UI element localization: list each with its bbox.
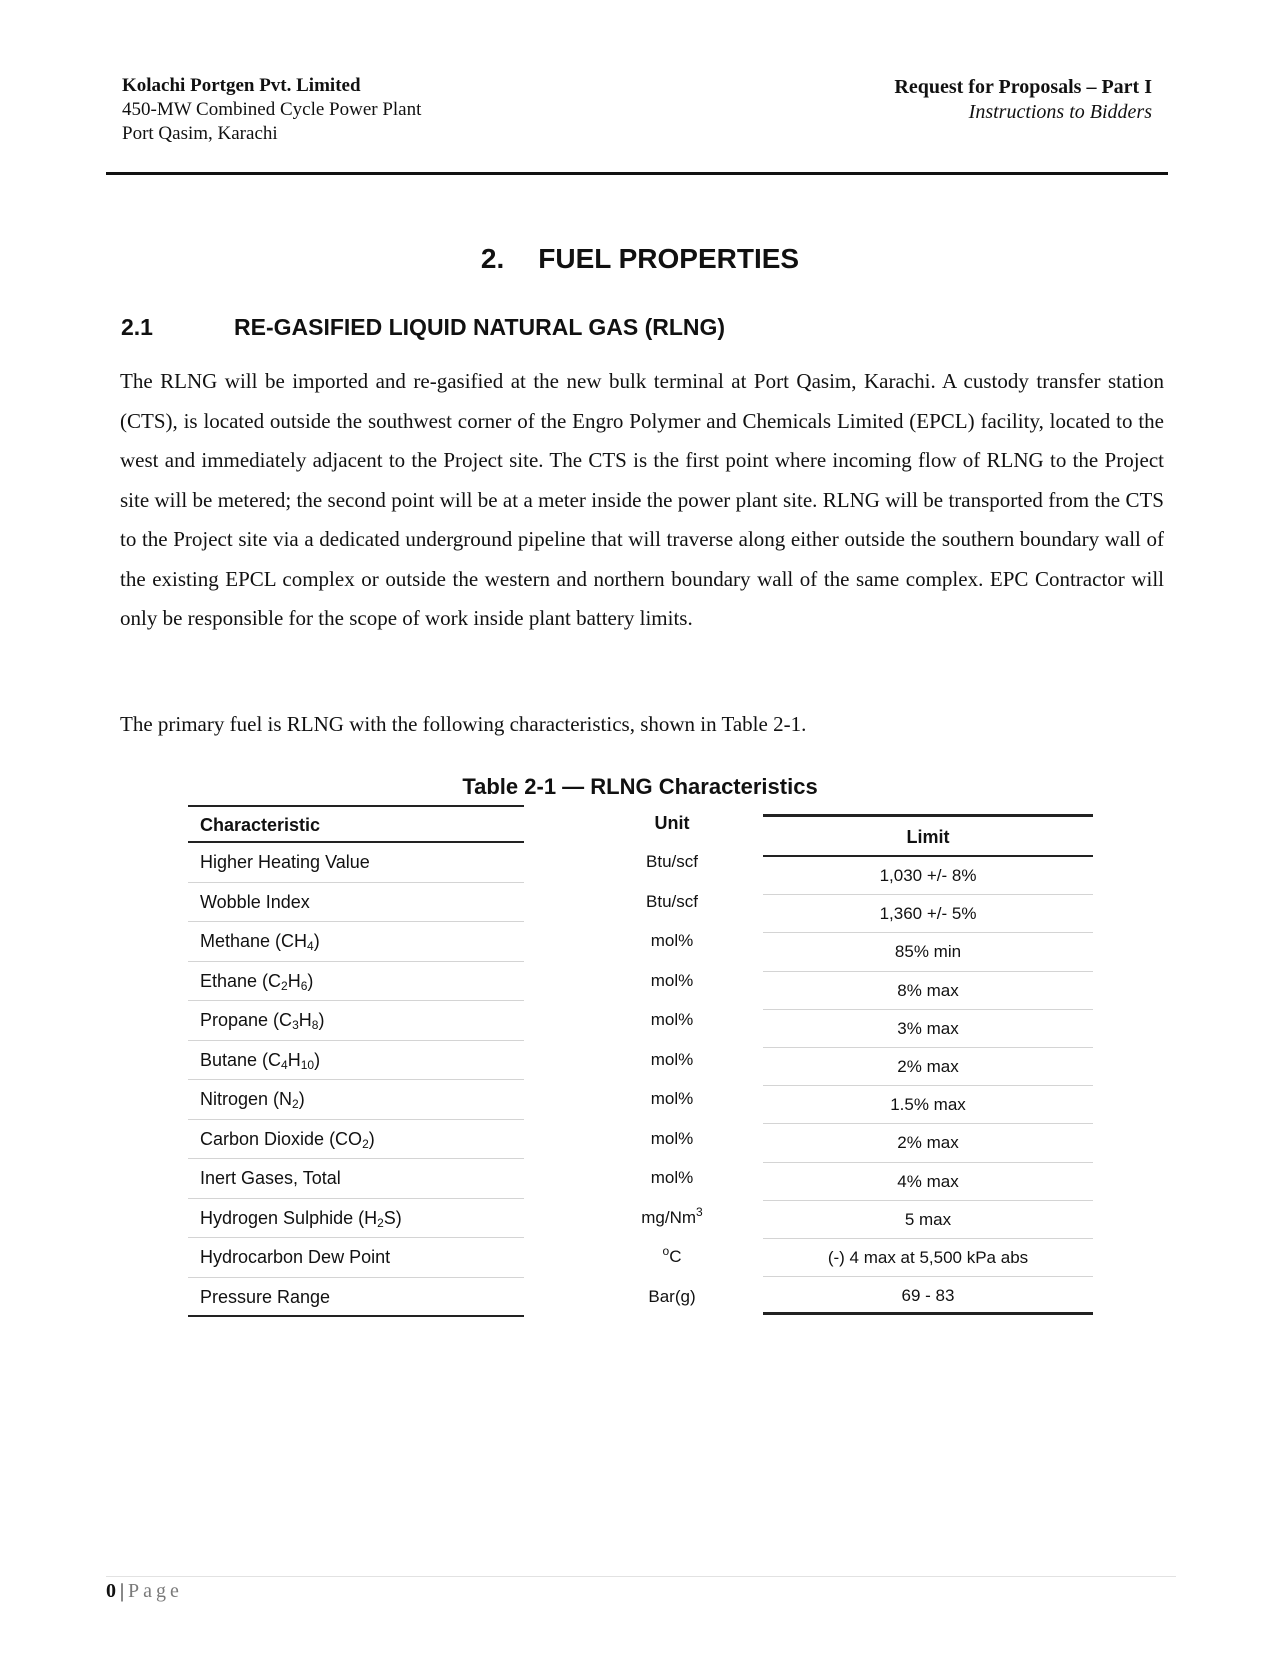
table-caption: Table 2-1 — RLNG Characteristics [462,774,818,799]
page-number: 0 [106,1580,116,1602]
table-cell-characteristic: Butane $(C_4H_{10})$ [188,1041,524,1081]
footer-divider [106,1576,1176,1577]
footer-separator: | [120,1580,125,1602]
header-right [894,75,1152,125]
column-header-characteristic: Characteristic [188,805,524,843]
table-cell-characteristic: Higher Heating Value [188,843,524,883]
table-cell-characteristic: Wobble Index [188,883,524,923]
page-label: Page [128,1580,183,1602]
table-cell-limit: 1,030 +/- 8% [763,857,1093,895]
table-cell-limit: 69 - 83 [763,1277,1093,1315]
table-cell-unit: mol% [650,1089,694,1108]
table-cell-limit: 2% max [763,1124,1093,1162]
section-number: 2.1 [121,314,153,340]
table-cell-limit: 85% min [763,933,1093,971]
table-cell-characteristic: Pressure Range [188,1278,524,1318]
table-column-limit [763,814,1093,1315]
table-column-unit [600,805,744,1317]
plant-location: Port Qasim, Karachi [122,123,278,144]
column-header-unit: Unit [654,813,690,833]
table-cell-unit: mg/Nm$^3$ [641,1204,703,1227]
plant-name: 450-MW Combined Cycle Power Plant [122,99,422,120]
table-cell-characteristic: Inert Gases, Total [188,1159,524,1199]
table-cell-limit: 1,360 +/- 5% [763,895,1093,933]
table-cell-limit: 3% max [763,1010,1093,1048]
organization-name: Kolachi Portgen Pvt. Limited [122,75,361,96]
section-heading [121,314,725,341]
table-cell-limit: 4% max [763,1163,1093,1201]
header-left [122,74,421,146]
table-cell-limit: 2% max [763,1048,1093,1086]
table-cell-unit: Bar(g) [648,1286,696,1306]
table-cell-characteristic: Hydrocarbon Dew Point [188,1238,524,1278]
table-cell-limit: 1.5% max [763,1086,1093,1124]
header-divider [106,172,1168,175]
table-cell-characteristic: Hydrogen Sulphide $(H_2S)$ [188,1199,524,1239]
table-cell-unit: mol% [650,1049,694,1069]
table-cell-characteristic: Propane $(C_3H_8)$ [188,1001,524,1041]
table-cell-unit: mol% [650,1128,694,1148]
table-cell-limit: 5 max [763,1201,1093,1239]
table-cell-characteristic: Nitrogen $(N_2)$ [188,1080,524,1120]
body-paragraph: The primary fuel is RLNG with the following characteristics, shown in Table 2-1. [120,712,807,736]
table-cell-unit: Btu/scf [646,891,698,911]
table-cell-limit: 8% max [763,972,1093,1010]
column-header-limit: Limit [763,814,1093,857]
table-column-characteristic [188,805,524,1317]
table-cell-unit: mol% [650,1168,694,1187]
table-cell-characteristic: Carbon Dioxide $(CO_2)$ [188,1120,524,1160]
document-subtitle: Instructions to Bidders [968,101,1152,123]
section-title: RE-GASIFIED LIQUID NATURAL GAS (RLNG) [234,314,726,340]
chapter-number: 2. [480,243,505,274]
body-paragraph: The RLNG will be imported and re-gasified at the new bulk terminal at Port Qasim, Karachi. A custody transfer station (CTS), is located outside the southwest corner of the Engro Polymer and Chemicals Limited (EPCL) facility, located to the west and immediately adjacent to the Project site. The CTS is the first point where incoming flow of RLNG to the Project site will be metered; the second point will be at a meter inside the power plant site. RLNG will be transported from the CTS to the Project site via a dedicated underground pipeline that will traverse along either outside the southern boundary wall of the existing EPCL complex or outside the western and northern boundary wall of the same complex. EPC Contractor will only be responsible for the scope of work inside plant battery limits. [120,369,1164,630]
table-cell-unit: mol% [650,931,694,950]
table-cell-unit: mol% [650,1010,694,1029]
table-cell-characteristic: Methane $(CH_4)$ [188,922,524,962]
page-footer [106,1580,183,1603]
table-cell-unit: $^o$C [662,1244,682,1266]
table-cell-characteristic: Ethane $(C_2H_6)$ [188,962,524,1002]
table-cell-unit: Btu/scf [646,852,698,871]
document-title: Request for Proposals – Part I [894,76,1152,98]
table-cell-limit: (-) 4 max at 5,500 kPa abs [763,1239,1093,1277]
chapter-title: FUEL PROPERTIES [538,243,800,274]
chapter-heading [0,243,1280,275]
table-cell-unit: mol% [650,970,694,990]
